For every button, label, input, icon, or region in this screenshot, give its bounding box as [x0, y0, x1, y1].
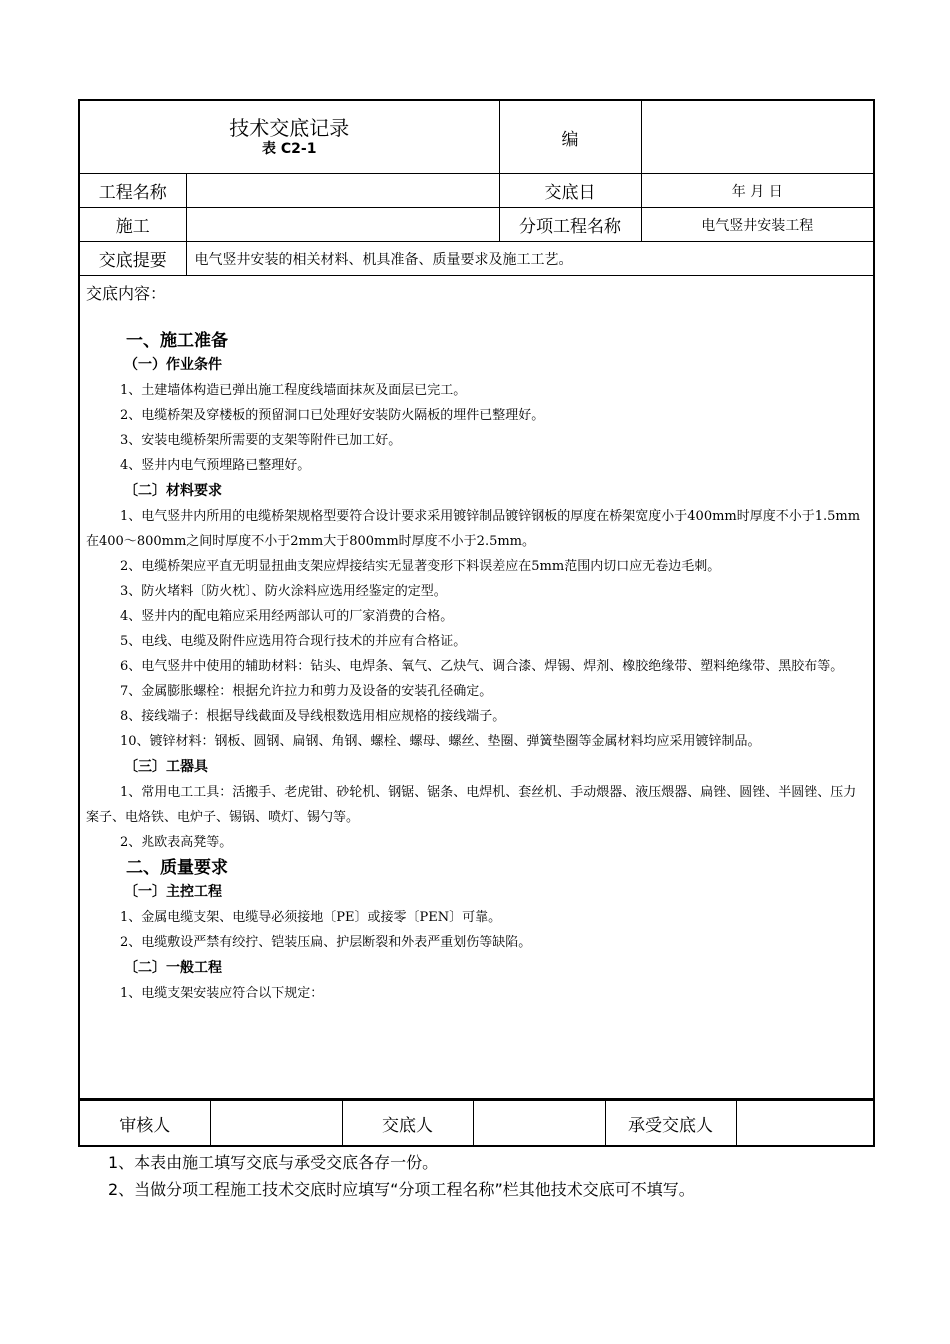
summary-label: 交底提要	[79, 242, 186, 276]
receiver-label: 承受交底人	[605, 1101, 736, 1147]
date-label: 交底日	[499, 174, 641, 208]
content-paragraph: 4、竖井内电气预埋路已整理好。	[120, 458, 311, 473]
form-table	[78, 99, 875, 1100]
content-paragraph: 4、竖井内的配电箱应采用经两部认可的厂家消费的合格。	[120, 609, 454, 624]
content-cell	[79, 276, 874, 1100]
project-name-field[interactable]	[186, 174, 499, 208]
code-label: 编	[499, 100, 641, 174]
content-paragraph: 2、电缆桥架应平直无明显扭曲支架应焊接结实无显著变形下料误差应在5mm范围内切口应无卷边毛刺。	[120, 559, 721, 574]
project-name-label: 工程名称	[79, 174, 186, 208]
code-field[interactable]	[641, 100, 874, 174]
content-paragraph: 1、土建墙体构造已弹出施工程度线墙面抹灰及面层已完工。	[120, 383, 467, 398]
section-heading: 〔三〕工器具	[124, 759, 208, 775]
footnote: 1、本表由施工填写交底与承受交底各存一份。	[108, 1153, 439, 1172]
section-heading: 〔二〕一般工程	[124, 960, 222, 976]
content-paragraph: 2、电缆桥架及穿楼板的预留洞口已处理好安装防火隔板的埋件已整理好。	[120, 408, 545, 423]
content-paragraph: 3、防火堵料〔防火枕〕、防火涂料应选用经鉴定的定型。	[120, 584, 447, 599]
content-paragraph: 1、电气竖井内所用的电缆桥架规格型要符合设计要求采用镀锌制品镀锌钢板的厚度在桥架宽度小于400mm时厚度不小于1.5mm在400～800mm之间时厚度不小于2mm大于800mm时厚度不小于2.5mm。	[86, 509, 861, 549]
content-paragraph: 8、接线端子：根据导线截面及导线根数选用相应规格的接线端子。	[120, 709, 506, 724]
section-heading: 一、施工准备	[126, 331, 228, 351]
subproject-label: 分项工程名称	[499, 208, 641, 242]
date-field[interactable]: 年 月 日	[641, 174, 874, 208]
content-paragraph: 1、金属电缆支架、电缆导必须接地〔PE〕或接零〔PEN〕可靠。	[120, 910, 502, 925]
discloser-label: 交底人	[342, 1101, 473, 1147]
construction-field[interactable]	[186, 208, 499, 242]
subproject-field[interactable]: 电气竖井安装工程	[641, 208, 874, 242]
reviewer-field[interactable]	[210, 1101, 342, 1147]
reviewer-label: 审核人	[79, 1101, 210, 1147]
section-heading: 〔一〕主控工程	[124, 884, 222, 900]
content-paragraph: 2、兆欧表高凳等。	[120, 835, 233, 850]
content-paragraph: 1、常用电工工具：活搬手、老虎钳、砂轮机、钢锯、锯条、电焊机、套丝机、手动煨器、液压煨器、扁锉、圆锉、半圆锉、压力案子、电烙铁、电炉子、锡锅、喷灯、锡勺等。	[86, 785, 857, 825]
summary-field[interactable]: 电气竖井安装的相关材料、机具准备、质量要求及施工工艺。	[186, 242, 874, 276]
content-paragraph: 3、安装电缆桥架所需要的支架等附件已加工好。	[120, 433, 402, 448]
content-paragraph: 2、电缆敷设严禁有绞拧、铠装压扁、护层断裂和外表严重划伤等缺陷。	[120, 935, 532, 950]
footnote: 2、当做分项工程施工技术交底时应填写“分项工程名称”栏其他技术交底可不填写。	[108, 1180, 695, 1199]
content-paragraph: 5、电线、电缆及附件应选用符合现行技术的并应有合格证。	[120, 634, 467, 649]
content-paragraph: 1、电缆支架安装应符合以下规定：	[120, 986, 324, 1001]
signature-table	[78, 1100, 875, 1147]
technical-disclosure-form	[78, 99, 873, 1203]
section-heading: 〔二〕材料要求	[124, 483, 222, 499]
content-heading: 交底内容：	[86, 284, 167, 303]
form-number: 表 C2-1	[262, 141, 317, 157]
content-body	[86, 330, 867, 1006]
receiver-field[interactable]	[736, 1101, 874, 1147]
content-paragraph: 7、金属膨胀螺栓：根据允许拉力和剪力及设备的安装孔径确定。	[120, 684, 493, 699]
section-heading: 二、质量要求	[126, 858, 228, 878]
content-paragraph: 10、镀锌材料：钢板、圆钢、扁钢、角钢、螺栓、螺母、螺丝、垫圈、弹簧垫圈等金属材料均应采用镀锌制品。	[120, 734, 761, 749]
title-cell	[79, 100, 499, 174]
footnotes	[78, 1149, 873, 1203]
section-heading: （一）作业条件	[124, 357, 222, 373]
construction-label: 施工	[79, 208, 186, 242]
form-title: 技术交底记录	[229, 116, 350, 140]
content-paragraph: 6、电气竖井中使用的辅助材料：钻头、电焊条、氧气、乙炔气、调合漆、焊锡、焊剂、橡胶绝缘带、塑料绝缘带、黑胶布等。	[120, 659, 844, 674]
discloser-field[interactable]	[473, 1101, 605, 1147]
